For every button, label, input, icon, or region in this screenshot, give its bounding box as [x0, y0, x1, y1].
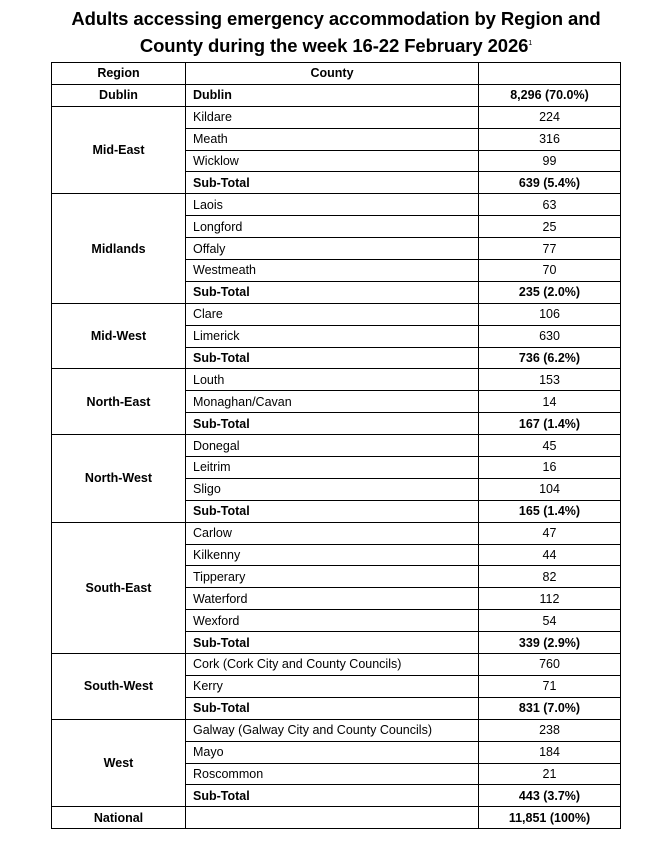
- value-cell: 224: [479, 106, 621, 128]
- table-row: [52, 435, 621, 457]
- subtotal-label: Sub-Total: [186, 347, 479, 369]
- value-cell: 760: [479, 654, 621, 676]
- county-cell: [186, 807, 479, 829]
- value-cell: 21: [479, 763, 621, 785]
- header-county: County: [186, 63, 479, 85]
- county-cell: Louth: [186, 369, 479, 391]
- total-value-cell: 11,851 (100%): [479, 807, 621, 829]
- total-value-cell: 736 (6.2%): [479, 347, 621, 369]
- total-value-cell: 8,296 (70.0%): [479, 84, 621, 106]
- county-cell: Offaly: [186, 238, 479, 260]
- title-line-1: Adults accessing emergency accommodation by Region and: [71, 8, 601, 29]
- subtotal-label: Sub-Total: [186, 500, 479, 522]
- value-cell: 63: [479, 194, 621, 216]
- county-cell: Longford: [186, 216, 479, 238]
- table-row: [52, 807, 621, 829]
- subtotal-label: Sub-Total: [186, 785, 479, 807]
- county-cell: Meath: [186, 128, 479, 150]
- region-cell: Dublin: [52, 84, 186, 106]
- total-value-cell: 339 (2.9%): [479, 632, 621, 654]
- county-cell: Roscommon: [186, 763, 479, 785]
- subtotal-label: Sub-Total: [186, 172, 479, 194]
- region-cell: Mid-West: [52, 303, 186, 369]
- county-cell: Monaghan/Cavan: [186, 391, 479, 413]
- value-cell: 104: [479, 478, 621, 500]
- accommodation-table: [51, 62, 621, 829]
- value-cell: 14: [479, 391, 621, 413]
- county-cell: Donegal: [186, 435, 479, 457]
- value-cell: 106: [479, 303, 621, 325]
- region-cell: North-East: [52, 369, 186, 435]
- county-cell: Wicklow: [186, 150, 479, 172]
- region-cell: National: [52, 807, 186, 829]
- county-cell: Leitrim: [186, 457, 479, 479]
- table-row: [52, 303, 621, 325]
- county-cell: Wexford: [186, 610, 479, 632]
- value-cell: 153: [479, 369, 621, 391]
- value-cell: 25: [479, 216, 621, 238]
- subtotal-label: Sub-Total: [186, 697, 479, 719]
- value-cell: 54: [479, 610, 621, 632]
- value-cell: 82: [479, 566, 621, 588]
- value-cell: 71: [479, 675, 621, 697]
- value-cell: 630: [479, 325, 621, 347]
- region-cell: West: [52, 719, 186, 807]
- region-cell: South-East: [52, 522, 186, 653]
- county-cell: Limerick: [186, 325, 479, 347]
- value-cell: 99: [479, 150, 621, 172]
- table-row: [52, 84, 621, 106]
- county-cell: Laois: [186, 194, 479, 216]
- county-cell: Mayo: [186, 741, 479, 763]
- total-value-cell: 639 (5.4%): [479, 172, 621, 194]
- value-cell: 44: [479, 544, 621, 566]
- total-value-cell: 165 (1.4%): [479, 500, 621, 522]
- footnote-marker: 1: [528, 40, 533, 47]
- county-cell: Carlow: [186, 522, 479, 544]
- region-cell: South-West: [52, 654, 186, 720]
- county-cell: Cork (Cork City and County Councils): [186, 654, 479, 676]
- county-cell: Dublin: [186, 84, 479, 106]
- value-cell: 47: [479, 522, 621, 544]
- region-cell: Midlands: [52, 194, 186, 303]
- header-value: [479, 63, 621, 85]
- table-row: [52, 106, 621, 128]
- county-cell: Tipperary: [186, 566, 479, 588]
- county-cell: Kilkenny: [186, 544, 479, 566]
- table-row: [52, 194, 621, 216]
- title-line-2: [0, 31, 672, 58]
- county-cell: Clare: [186, 303, 479, 325]
- table-row: [52, 654, 621, 676]
- subtotal-label: Sub-Total: [186, 413, 479, 435]
- total-value-cell: 167 (1.4%): [479, 413, 621, 435]
- table-row: [52, 369, 621, 391]
- value-cell: 238: [479, 719, 621, 741]
- county-cell: Waterford: [186, 588, 479, 610]
- page-title: [0, 6, 672, 58]
- county-cell: Galway (Galway City and County Councils): [186, 719, 479, 741]
- county-cell: Kildare: [186, 106, 479, 128]
- value-cell: 316: [479, 128, 621, 150]
- total-value-cell: 235 (2.0%): [479, 281, 621, 303]
- header-region: Region: [52, 63, 186, 85]
- title-line-2-text: County during the week 16-22 February 2026: [139, 35, 529, 56]
- table-row: [52, 522, 621, 544]
- county-cell: Westmeath: [186, 260, 479, 282]
- total-value-cell: 443 (3.7%): [479, 785, 621, 807]
- header-row: [52, 63, 621, 85]
- table-body: [52, 84, 621, 828]
- value-cell: 77: [479, 238, 621, 260]
- region-cell: Mid-East: [52, 106, 186, 194]
- value-cell: 45: [479, 435, 621, 457]
- value-cell: 112: [479, 588, 621, 610]
- county-cell: Sligo: [186, 478, 479, 500]
- value-cell: 70: [479, 260, 621, 282]
- county-cell: Kerry: [186, 675, 479, 697]
- value-cell: 184: [479, 741, 621, 763]
- table-row: [52, 719, 621, 741]
- subtotal-label: Sub-Total: [186, 632, 479, 654]
- subtotal-label: Sub-Total: [186, 281, 479, 303]
- value-cell: 16: [479, 457, 621, 479]
- region-cell: North-West: [52, 435, 186, 523]
- total-value-cell: 831 (7.0%): [479, 697, 621, 719]
